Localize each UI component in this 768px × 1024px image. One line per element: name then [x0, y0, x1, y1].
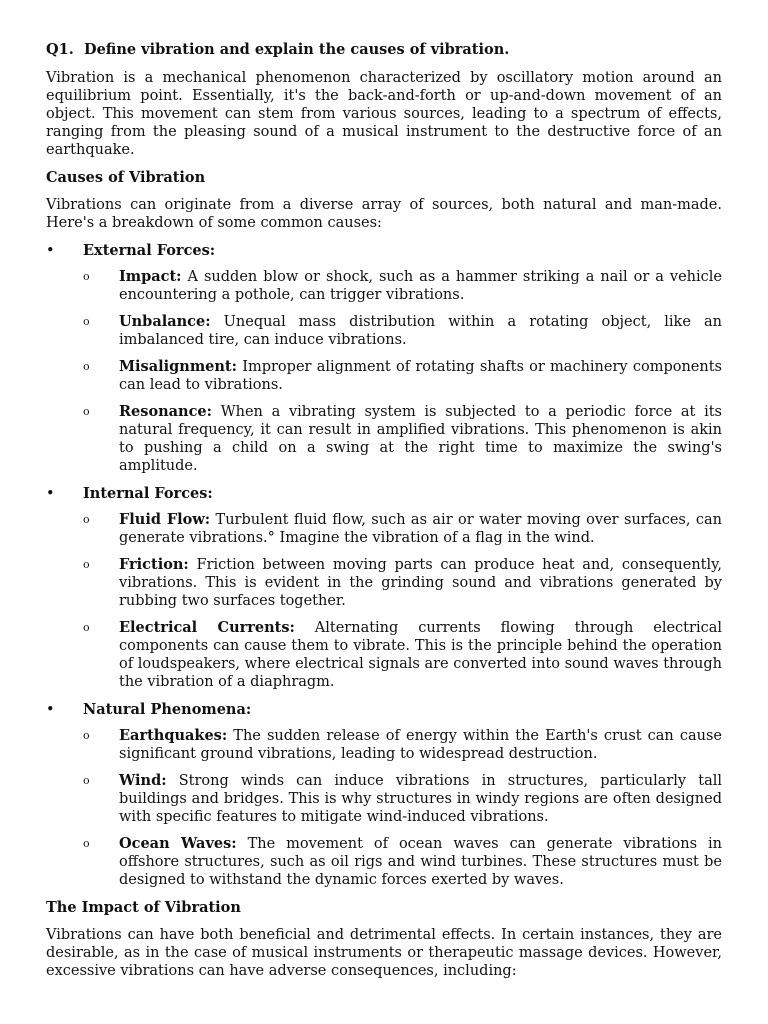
item-text: The movement of ocean waves can generate vibrations in offshore structures, such as oil rigs and wind turbines. These structures must be designed to withstand the dynamic forces exerted by waves. [119, 836, 722, 888]
item-text: The sudden release of energy within the Earth's crust can cause significant ground vibrations, leading to widespread destruction. [119, 728, 722, 762]
bullet-external-forces [46, 241, 722, 261]
sub-bullet-marker: o [83, 837, 90, 850]
sub-bullet-marker: o [83, 558, 90, 571]
sub-bullet-marker: o [83, 315, 90, 328]
item-text: Improper alignment of rotating shafts or machinery components can lead to vibrations. [119, 359, 722, 393]
item-term: Friction: [119, 556, 189, 573]
bullet-title: External Forces: [83, 242, 216, 259]
list-item-friction [46, 556, 722, 610]
bullet-dot: • [46, 702, 55, 718]
item-text: Strong winds can induce vibrations in structures, particularly tall buildings and bridges. This is why structures in windy regions are often designed with specific features to mitigate wind-induced vibrations. [119, 773, 722, 825]
question-text: Define vibration and explain the causes of vibration. [84, 41, 510, 58]
item-text: Unequal mass distribution within a rotating object, like an imbalanced tire, can induce vibrations. [119, 314, 722, 348]
bullet-natural-phenomena [46, 700, 722, 720]
bullet-internal-forces [46, 484, 722, 504]
bullet-dot: • [46, 243, 55, 259]
bullet-dot: • [46, 486, 55, 502]
item-term: Electrical Currents: [119, 619, 295, 636]
list-item-fluid-flow [46, 511, 722, 547]
sub-bullet-marker: o [83, 513, 90, 526]
document-page [46, 40, 722, 989]
item-term: Ocean Waves: [119, 835, 237, 852]
sub-bullet-marker: o [83, 405, 90, 418]
item-text: When a vibrating system is subjected to a periodic force at its natural frequency, it can result in amplified vibrations. This phenomenon is akin to pushing a child on a swing at the right time to maximize the swing's amplitude. [119, 404, 722, 474]
bullet-title: Internal Forces: [83, 485, 213, 502]
impact-heading: The Impact of Vibration [46, 899, 241, 916]
sub-bullet-marker: o [83, 729, 90, 742]
item-term: Earthquakes: [119, 727, 228, 744]
item-term: Fluid Flow: [119, 511, 211, 528]
impact-paragraph: Vibrations can have both beneficial and detrimental effects. In certain instances, they are desirable, as in the case of musical instruments or therapeutic massage devices. However, excessive vibrations can have adverse consequences, including: [46, 927, 722, 979]
question-title [46, 40, 722, 60]
list-item-resonance [46, 403, 722, 475]
list-item-misalignment [46, 358, 722, 394]
item-term: Wind: [119, 772, 167, 789]
list-item-electrical-currents [46, 619, 722, 691]
sub-bullet-marker: o [83, 774, 90, 787]
item-term: Unbalance: [119, 313, 211, 330]
item-term: Misalignment: [119, 358, 237, 375]
sub-bullet-marker: o [83, 270, 90, 283]
list-item-impact [46, 268, 722, 304]
item-term: Resonance: [119, 403, 212, 420]
intro-paragraph: Vibration is a mechanical phenomenon characterized by oscillatory motion around an equilibrium point. Essentially, it's the back-and-forth or up-and-down movement of an object. This movement can stem from various sources, leading to a spectrum of effects, ranging from the pleasing sound of a musical instrument to the destructive force of an earthquake. [46, 70, 722, 158]
item-text: Alternating currents flowing through electrical components can cause them to vibrate. This is the principle behind the operation of loudspeakers, where electrical signals are converted into sound waves through the vibration of a diaphragm. [119, 620, 722, 690]
list-item-wind [46, 772, 722, 826]
causes-heading: Causes of Vibration [46, 169, 206, 186]
bullet-title: Natural Phenomena: [83, 701, 252, 718]
item-text: Friction between moving parts can produce heat and, consequently, vibrations. This is evident in the grinding sound and vibrations generated by rubbing two surfaces together. [119, 557, 722, 609]
question-number: Q1. [46, 41, 74, 58]
list-item-earthquakes [46, 727, 722, 763]
list-item-unbalance [46, 313, 722, 349]
sub-bullet-marker: o [83, 621, 90, 634]
item-term: Impact: [119, 268, 182, 285]
sub-bullet-marker: o [83, 360, 90, 373]
causes-intro-paragraph: Vibrations can originate from a diverse array of sources, both natural and man-made. Here's a breakdown of some common causes: [46, 197, 722, 231]
item-text: Turbulent fluid flow, such as air or water moving over surfaces, can generate vibrations.° Imagine the vibration of a flag in the wind. [119, 512, 722, 546]
list-item-ocean-waves [46, 835, 722, 889]
item-text: A sudden blow or shock, such as a hammer striking a nail or a vehicle encountering a pothole, can trigger vibrations. [119, 269, 722, 303]
